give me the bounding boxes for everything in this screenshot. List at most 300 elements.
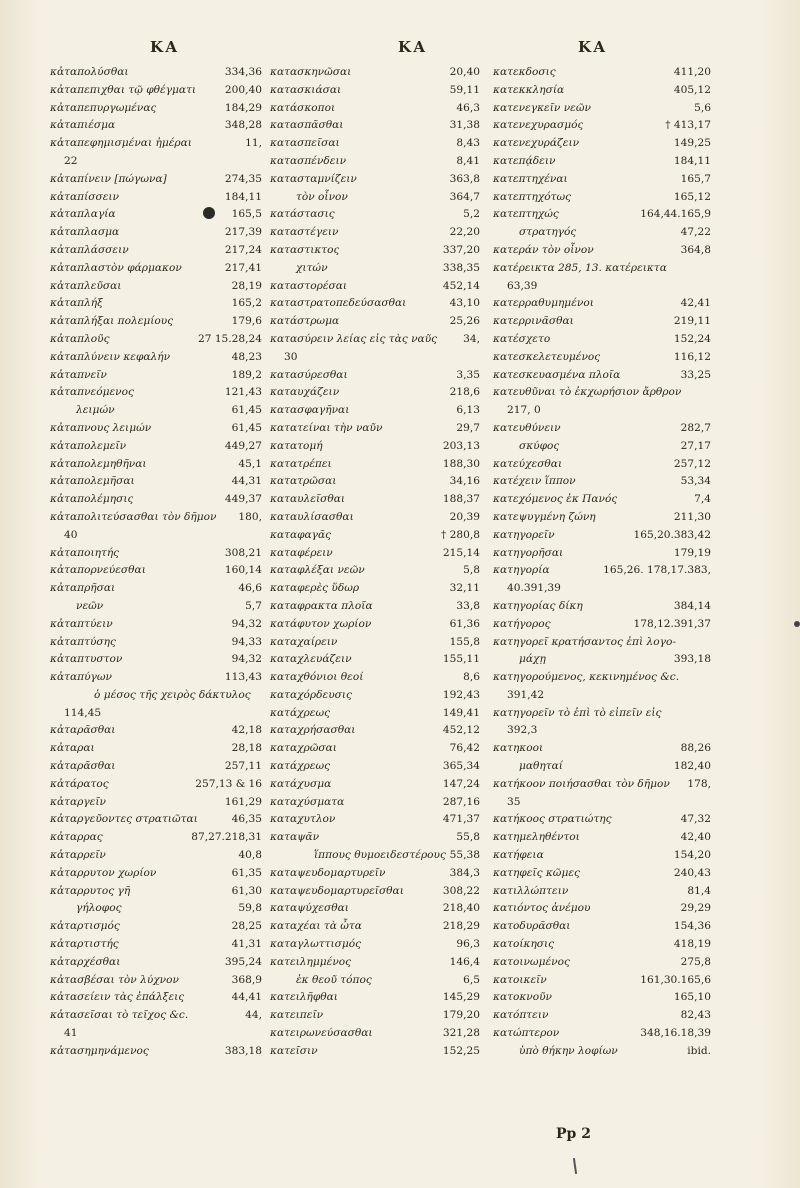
entry-term: 30 [284,350,298,363]
index-column-3 [493,64,711,1061]
entry-term: τὸν οἶνον [296,190,348,203]
entry-reference: 452,14 [442,279,480,292]
entry-reference: 384,14 [673,599,711,612]
index-entry [50,722,262,740]
entry-term: κατεσκελετευμένος [493,350,601,363]
index-entry [493,651,711,669]
index-entry [493,64,711,82]
entry-reference: 34,16 [449,475,480,488]
index-entry [270,260,480,278]
entry-term: καταψᾶν [270,831,320,844]
entry-term: κατοκνοῦν [493,991,552,1004]
entry-reference: 165,5 [231,208,262,221]
index-entry [270,651,480,669]
index-entry [50,936,262,954]
entry-reference: 189,2 [231,368,262,381]
entry-term: νεῶν [76,599,104,612]
entry-term: κατάφυτον χωρίον [270,617,372,630]
entry-term: μάχῃ [519,653,546,666]
entry-term: κἀταπλοῦς [50,332,110,345]
entry-reference: 182,40 [673,760,711,773]
entry-reference: 3,35 [456,368,480,381]
index-entry [270,349,480,367]
index-entry [493,491,711,509]
index-entry [493,580,711,598]
entry-term: 217, 0 [507,404,541,417]
entry-reference: 383,18 [224,1044,262,1057]
entry-reference: 364,8 [680,243,711,256]
entry-term: κατασφαγῆναι [270,404,350,417]
entry-term: καταχθόνιοι θεοί [270,671,364,684]
index-entry [50,402,262,420]
index-entry [493,936,711,954]
index-entry [50,758,262,776]
entry-term: καταψύχεσθαι [270,902,349,915]
entry-term: καταστρατοπεδεύσασθαι [270,297,407,310]
index-entry [50,456,262,474]
entry-term: κἀτασείειν τὰς ἐπάλξεις [50,991,185,1004]
index-entry [270,829,480,847]
entry-reference: 184,11 [224,190,262,203]
entry-term: καταφαγᾶς [270,528,332,541]
entry-term: 40.391,39 [507,582,561,595]
entry-term: καταψευδομαρτυρεῖν [270,866,386,879]
index-entry [270,189,480,207]
index-entry [493,545,711,563]
entry-reference: 393,18 [673,653,711,666]
index-entry [270,1043,480,1061]
entry-term: κἀταρρεῖν [50,849,106,862]
entry-reference: 116,12 [673,350,711,363]
entry-term: ἐκ θεοῦ τόπος [296,973,372,986]
index-entry [270,82,480,100]
index-entry [493,954,711,972]
entry-term: κατατρῶσαι [270,475,337,488]
entry-reference: 76,42 [449,742,480,755]
index-entry [493,367,711,385]
entry-term: κατηγορεῖ κρατήσαντος ἐπὶ λογο- [493,635,676,648]
index-entry [270,616,480,634]
entry-term: καταχρήσασθαι [270,724,356,737]
entry-term: κατειπεῖν [270,1009,324,1022]
index-entry [50,883,262,901]
index-entry [493,260,711,278]
entry-reference: 8,43 [456,137,480,150]
index-entry [270,420,480,438]
entry-reference: 8,6 [463,671,480,684]
entry-reference: 96,3 [456,938,480,951]
entry-reference: 20,40 [449,66,480,78]
entry-term: καταφρακτα πλοῖα [270,599,373,612]
index-entry [270,313,480,331]
index-entry [493,527,711,545]
entry-reference: 384,3 [449,866,480,879]
index-entry [270,295,480,313]
entry-reference: 46,6 [238,582,262,595]
entry-term: καταστέγειν [270,226,339,239]
entry-term: κατέχειν ἵππον [493,475,576,488]
index-entry [493,1007,711,1025]
index-entry [493,349,711,367]
entry-reference: 47,22 [680,226,711,239]
entry-reference: 22,20 [449,226,480,239]
index-entry [270,509,480,527]
entry-reference: 471,37 [442,813,480,826]
entry-reference: 395,24 [224,955,262,968]
index-entry [493,420,711,438]
entry-reference: 217,41 [224,261,262,274]
entry-term: κατήγορος [493,617,551,630]
entry-term: καταφέρειν [270,546,333,559]
entry-term: κἀταπύγων [50,671,112,684]
entry-term: κἀταπλήξ [50,297,103,310]
entry-reference: 42,40 [680,831,711,844]
entry-reference: 43,10 [449,297,480,310]
entry-reference: 160,14 [224,564,262,577]
entry-reference: 364,7 [449,190,480,203]
entry-term: κἀταπιέσμα [50,119,116,132]
index-entry [493,776,711,794]
entry-reference: 337,20 [442,243,480,256]
entry-term: κἀταπεπυργωμένας [50,101,157,114]
entry-reference: 449,37 [224,493,262,506]
entry-term: κἀταπίσσειν [50,190,119,203]
index-entry [493,473,711,491]
entry-term: κατεχόμενος ἐκ Πανός [493,493,618,506]
index-entry [50,847,262,865]
entry-reference: 257,12 [673,457,711,470]
entry-reference: 154,20 [673,849,711,862]
ink-blot-mark [203,207,215,219]
entry-reference: 6,5 [463,973,480,986]
entry-term: κατάχρεως [270,706,331,719]
index-entry [493,687,711,705]
entry-term: κατεσκευασμένα πλοῖα [493,368,621,381]
entry-reference: 161,29 [224,795,262,808]
entry-term: κἀταποιητής [50,546,120,559]
entry-reference: 61,36 [449,617,480,630]
index-entry [270,224,480,242]
index-entry [50,420,262,438]
entry-term: κατερραθυμημένοι [493,297,594,310]
index-entry [493,616,711,634]
entry-term: κατασύρεσθαι [270,368,348,381]
entry-term: κατηγορῆσαι [493,546,564,559]
entry-reference: 31,38 [449,119,480,132]
entry-reference: 217,24 [224,243,262,256]
index-entry [50,206,262,224]
entry-reference: ibid. [687,1044,711,1057]
entry-reference: 45,1 [238,457,262,470]
index-entry [270,331,480,349]
entry-term: 22 [64,154,78,167]
index-entry [270,758,480,776]
index-entry [493,740,711,758]
entry-term: καταστικτος [270,243,340,256]
entry-reference: 282,7 [680,421,711,434]
entry-term: κἀταρᾶσθαι [50,724,116,737]
index-entry [50,669,262,687]
entry-reference: 179,6 [231,315,262,328]
index-entry [50,545,262,563]
entry-term: κἀταραι [50,742,95,755]
index-entry [493,865,711,883]
entry-term: κἀταρχέσθαι [50,955,121,968]
entry-reference: † 280,8 [441,528,480,541]
index-entry [50,384,262,402]
entry-reference: 452,12 [442,724,480,737]
entry-reference: 274,35 [224,172,262,185]
index-entry [270,794,480,812]
index-entry [270,456,480,474]
index-entry [493,669,711,687]
entry-reference: 94,32 [231,617,262,630]
entry-term: κατιλλώπτειν [493,884,569,897]
index-entry [493,758,711,776]
entry-reference: 46,35 [231,813,262,826]
index-entry [50,918,262,936]
entry-term: κατενεχυράζειν [493,137,580,150]
entry-reference: 7,4 [694,493,711,506]
entry-reference: 42,18 [231,724,262,737]
index-entry [50,527,262,545]
entry-term: κατηγορούμενος, κεκινημένος &c. [493,671,680,684]
entry-reference: 218,29 [442,920,480,933]
index-entry [50,473,262,491]
index-entry [50,972,262,990]
entry-reference: 215,14 [442,546,480,559]
index-entry [270,384,480,402]
entry-term: κατώπτερον [493,1027,560,1040]
index-entry [270,473,480,491]
entry-term: ἵππους θυμοειδεστέρους [314,849,446,862]
index-entry [270,900,480,918]
entry-reference: 61,35 [231,866,262,879]
entry-term: καταχυτλον [270,813,336,826]
index-entry [270,242,480,260]
entry-term: κατευθῦναι τὸ ἐκχωρήσιον ἄρθρον [493,386,682,399]
index-entry [493,117,711,135]
entry-reference: 82,43 [680,1009,711,1022]
index-entry [50,989,262,1007]
entry-term: κατοικεῖν [493,973,547,986]
entry-term: κἀταπλεῦσαι [50,279,122,292]
entry-term: κατεῖσιν [270,1044,318,1057]
entry-term: κἀταπλαστὸν φάρμακον [50,261,182,274]
entry-term: χιτών [296,261,328,274]
index-entry [270,278,480,296]
entry-term: κατηγορεῖν τὸ ἐπὶ τὸ εἰπεῖν εἰς [493,706,662,719]
entry-term: κἀταπολύσθαι [50,66,129,78]
index-entry [270,598,480,616]
index-entry [50,1007,262,1025]
entry-reference: 240,43 [673,866,711,879]
index-column-2 [270,64,480,1061]
entry-term: κατερρινᾶσθαι [493,315,574,328]
index-entry [270,865,480,883]
index-entry [493,242,711,260]
entry-term: κἀταπολεμηθῆναι [50,457,147,470]
index-entry [493,153,711,171]
index-entry [50,278,262,296]
index-entry [50,900,262,918]
entry-term: μαθηταί [519,760,563,773]
index-entry [270,705,480,723]
entry-term: καταυχάζειν [270,386,340,399]
entry-term: κἀταπλήξαι πολεμίους [50,315,174,328]
entry-term: κατεράν τὸν οἶνον [493,243,594,256]
entry-reference: 152,24 [673,332,711,345]
index-entry [493,384,711,402]
index-entry [270,740,480,758]
index-entry [493,331,711,349]
entry-term: κατενεχυρασμός [493,119,584,132]
entry-term: κατασταμνίζειν [270,172,357,185]
entry-reference: 28,19 [231,279,262,292]
index-entry [50,562,262,580]
entry-term: καταυλίσασθαι [270,510,354,523]
index-entry [270,883,480,901]
entry-term: κἀταπνους λειμών [50,421,152,434]
entry-reference: 28,25 [231,920,262,933]
index-entry [270,811,480,829]
entry-reference: 165,10 [673,991,711,1004]
entry-term: κατοινωμένος [493,955,570,968]
entry-term: κἀτάρατος [50,777,109,790]
index-entry [50,171,262,189]
index-entry [50,509,262,527]
entry-term: κατεκδοσις [493,66,556,78]
index-entry [50,1043,262,1061]
entry-reference: 188,30 [442,457,480,470]
entry-term: καταχρῶσαι [270,742,337,755]
entry-reference: 8,41 [456,154,480,167]
index-entry [270,206,480,224]
index-entry [493,829,711,847]
entry-term: 41 [64,1027,78,1040]
entry-reference: 11, [245,137,262,150]
entry-term: κατεύχεσθαι [493,457,563,470]
entry-reference: 203,13 [442,439,480,452]
entry-term: ὁ μέσος τῆς χειρὸς δάκτυλος [94,688,251,701]
index-column-1 [50,64,262,1061]
entry-reference: 61,45 [231,421,262,434]
entry-term: κατειλημμένος [270,955,352,968]
entry-reference: 321,28 [442,1027,480,1040]
entry-term: σκύφος [519,439,560,452]
index-entry [50,687,262,705]
entry-term: λειμών [76,404,115,417]
entry-reference: 113,43 [224,671,262,684]
entry-term: καταφλέξαι νεῶν [270,564,365,577]
entry-term: κἀταρτισμός [50,920,120,933]
index-entry [50,82,262,100]
entry-reference: 5,2 [463,208,480,221]
index-entry [493,295,711,313]
entry-reference: 41,31 [231,938,262,951]
index-entry [270,562,480,580]
entry-term: καταχλευάζειν [270,653,352,666]
entry-term: κατάσκοποι [270,101,336,114]
index-entry [493,562,711,580]
entry-term: κἀταπολέμησις [50,493,134,506]
index-entry [270,135,480,153]
index-entry [50,865,262,883]
entry-reference: 165,12 [673,190,711,203]
index-entry [270,776,480,794]
entry-term: κἀταπολεμεῖν [50,439,127,452]
index-entry [493,438,711,456]
entry-reference: † 413,17 [665,119,711,132]
entry-reference: 418,19 [673,938,711,951]
index-entry [50,295,262,313]
index-entry [493,811,711,829]
index-entry [50,616,262,634]
entry-term: κατενεγκεῖν νεῶν [493,101,591,114]
index-entry [270,117,480,135]
ink-spot-mark [794,621,800,627]
index-entry [270,438,480,456]
entry-reference: 164,44.165,9 [640,208,711,221]
entry-term: κατήκοος στρατιώτης [493,813,612,826]
index-entry [50,117,262,135]
index-entry [50,331,262,349]
entry-reference: 81,4 [687,884,711,897]
entry-reference: 308,21 [224,546,262,559]
entry-term: κατέσχετο [493,332,551,345]
index-entry [493,634,711,652]
entry-reference: 180, [238,510,262,523]
index-entry [50,189,262,207]
entry-reference: 42,41 [680,297,711,310]
index-entry [50,740,262,758]
index-entry [270,634,480,652]
index-entry [50,954,262,972]
entry-reference: 147,24 [442,777,480,790]
index-entry [50,260,262,278]
entry-term: κἀταπολιτεύσασθαι τὸν δῆμον [50,510,217,523]
entry-term: κατεπᾴδειν [493,154,556,167]
index-entry [493,1025,711,1043]
entry-reference: 152,25 [442,1044,480,1057]
entry-term: κατασπᾶσθαι [270,119,344,132]
entry-reference: 365,34 [442,760,480,773]
entry-term: κἀταπλύνειν κεφαλήν [50,350,171,363]
entry-term: καταστορέσαι [270,279,348,292]
entry-reference: 449,27 [224,439,262,452]
index-entry [270,491,480,509]
entry-reference: 308,22 [442,884,480,897]
index-entry [50,242,262,260]
index-entry [270,545,480,563]
index-entry [50,794,262,812]
entry-reference: 161,30.165,6 [640,973,711,986]
entry-reference: 338,35 [442,261,480,274]
entry-term: κατηφεῖς κῶμες [493,866,580,879]
index-entry [50,705,262,723]
entry-term: κατάχυσμα [270,777,332,790]
index-entry [270,1025,480,1043]
entry-reference: 411,20 [673,66,711,78]
index-entry [50,651,262,669]
index-entry [270,1007,480,1025]
index-entry [493,189,711,207]
entry-term: καταχόρδευσις [270,688,352,701]
entry-term: 63,39 [507,279,538,292]
entry-reference: 179,20 [442,1009,480,1022]
entry-term: κἀταρτιστής [50,938,119,951]
column-header-1: KA [150,38,181,56]
